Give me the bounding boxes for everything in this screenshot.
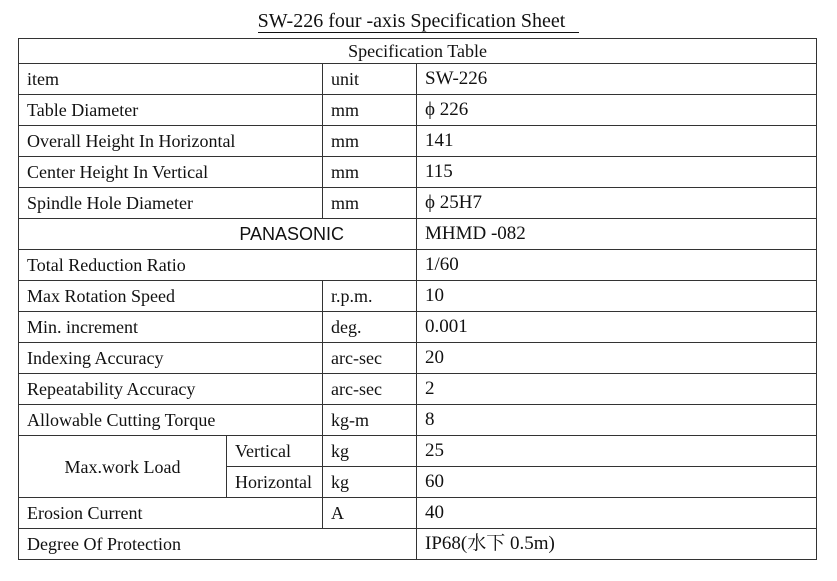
row-item: Indexing Accuracy	[19, 343, 323, 374]
protection-row	[19, 529, 817, 560]
erosion-row	[19, 498, 817, 529]
table-row	[19, 188, 817, 219]
row-value: 20	[417, 343, 817, 374]
sheet-title	[0, 8, 837, 34]
row-unit: mm	[323, 95, 417, 126]
work-load-vertical-row	[19, 436, 817, 467]
table-caption-row	[19, 39, 817, 64]
reduction-item: Total Reduction Ratio	[19, 250, 417, 281]
table-row	[19, 312, 817, 343]
reduction-row	[19, 250, 817, 281]
table-caption: Specification Table	[19, 39, 817, 64]
row-item: Allowable Cutting Torque	[19, 405, 323, 436]
motor-row	[19, 219, 817, 250]
row-unit: mm	[323, 157, 417, 188]
row-unit: kg-m	[323, 405, 417, 436]
row-value: ϕ 226	[417, 95, 817, 126]
work-load-item: Max.work Load	[19, 436, 227, 498]
work-load-horizontal-unit: kg	[323, 467, 417, 498]
table-row	[19, 405, 817, 436]
row-item: Max Rotation Speed	[19, 281, 323, 312]
reduction-value: 1/60	[417, 250, 817, 281]
header-model: SW-226	[417, 64, 817, 95]
row-item: Repeatability Accuracy	[19, 374, 323, 405]
row-item: Spindle Hole Diameter	[19, 188, 323, 219]
row-item: Overall Height In Horizontal	[19, 126, 323, 157]
row-value: 115	[417, 157, 817, 188]
row-item: Center Height In Vertical	[19, 157, 323, 188]
row-value: 0.001	[417, 312, 817, 343]
erosion-unit: A	[323, 498, 417, 529]
row-unit: r.p.m.	[323, 281, 417, 312]
row-item: Min. increment	[19, 312, 323, 343]
row-value: 8	[417, 405, 817, 436]
row-value: 141	[417, 126, 817, 157]
work-load-vertical-label: Vertical	[227, 436, 323, 467]
protection-item: Degree Of Protection	[19, 529, 417, 560]
table-row	[19, 95, 817, 126]
work-load-horizontal-value: 60	[417, 467, 817, 498]
row-item: Table Diameter	[19, 95, 323, 126]
row-unit: mm	[323, 126, 417, 157]
sheet-title-text: SW-226 four -axis Specification Sheet	[258, 10, 580, 33]
erosion-item: Erosion Current	[19, 498, 323, 529]
row-value: 10	[417, 281, 817, 312]
row-unit: mm	[323, 188, 417, 219]
row-value: 2	[417, 374, 817, 405]
row-unit: arc-sec	[323, 343, 417, 374]
motor-model: MHMD -082	[417, 219, 817, 250]
work-load-vertical-unit: kg	[323, 436, 417, 467]
protection-value: IP68(水下 0.5m)	[417, 529, 817, 560]
row-unit: arc-sec	[323, 374, 417, 405]
erosion-value: 40	[417, 498, 817, 529]
motor-brand: PANASONIC	[19, 219, 417, 250]
work-load-vertical-value: 25	[417, 436, 817, 467]
table-row	[19, 126, 817, 157]
header-unit: unit	[323, 64, 417, 95]
table-row	[19, 157, 817, 188]
table-row	[19, 374, 817, 405]
specification-table	[18, 38, 817, 560]
row-unit: deg.	[323, 312, 417, 343]
table-row	[19, 281, 817, 312]
row-value: ϕ 25H7	[417, 188, 817, 219]
header-item: item	[19, 64, 323, 95]
table-header-row	[19, 64, 817, 95]
work-load-horizontal-label: Horizontal	[227, 467, 323, 498]
table-row	[19, 343, 817, 374]
